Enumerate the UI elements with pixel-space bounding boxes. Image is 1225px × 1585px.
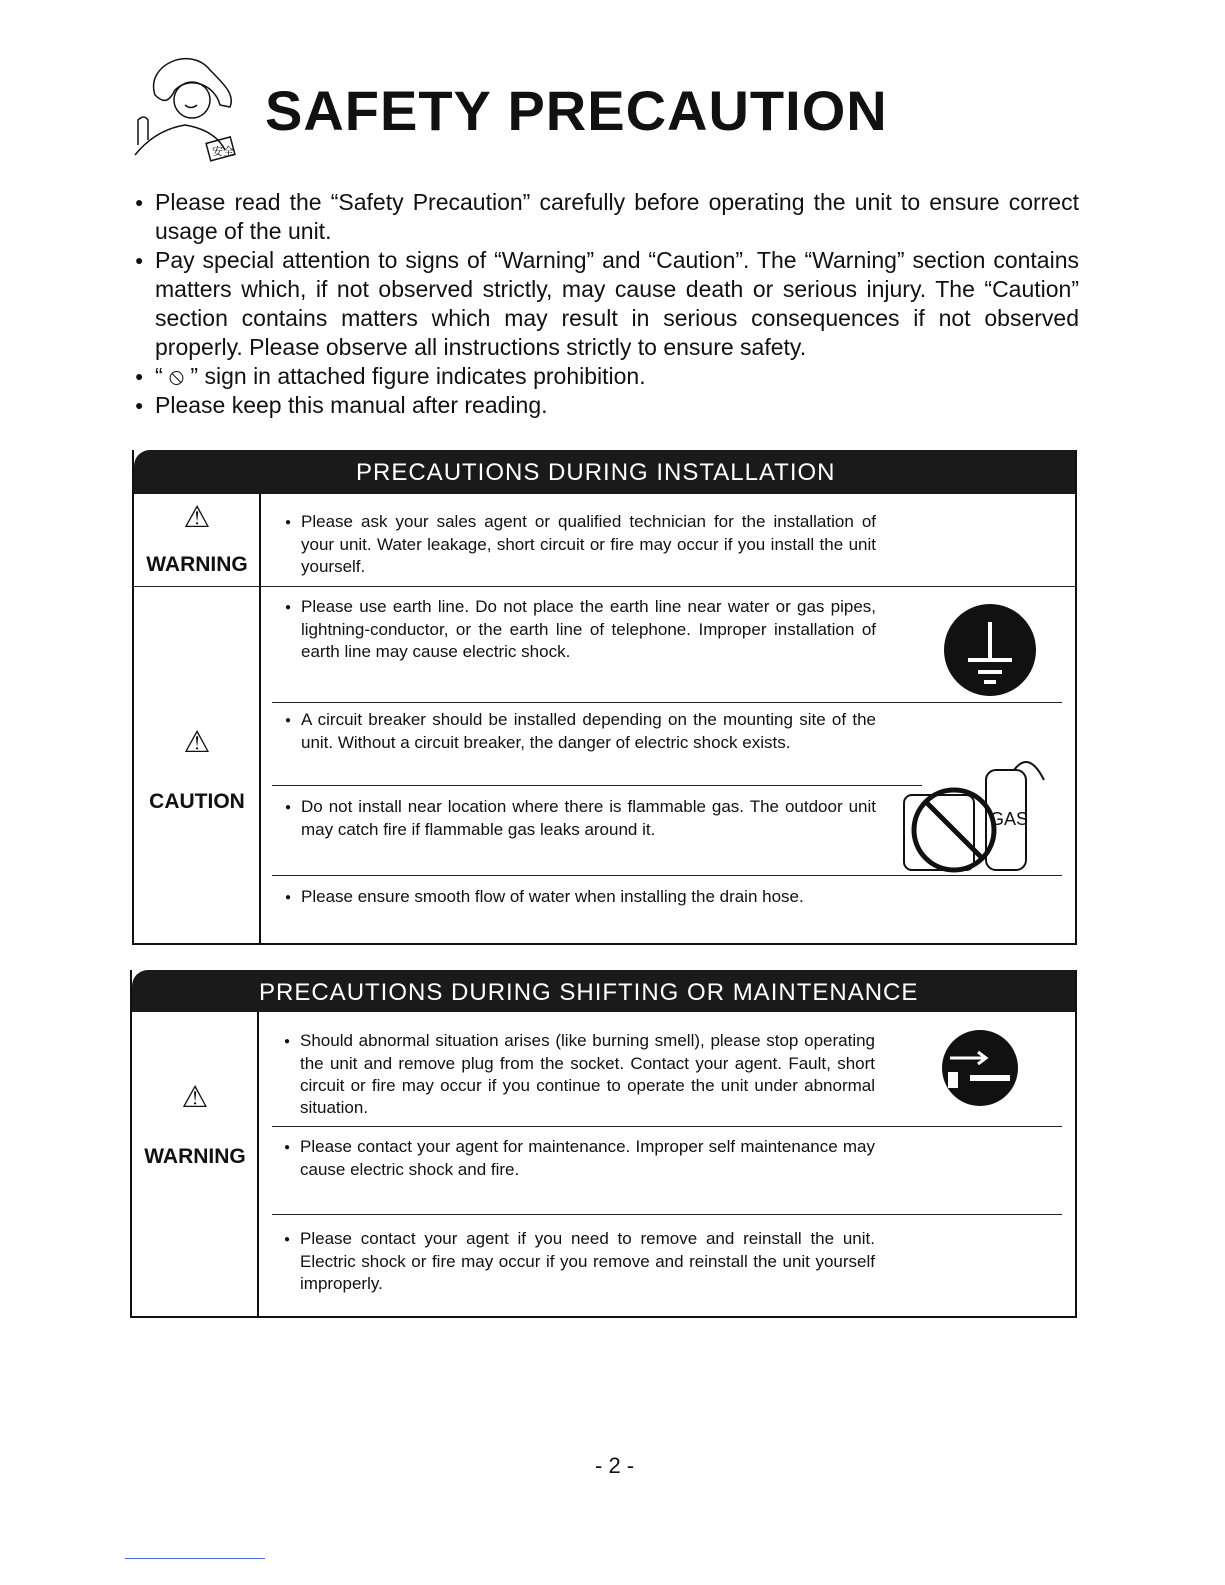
maintenance-header-text: PRECAUTIONS DURING SHIFTING OR MAINTENANCE (259, 979, 919, 1006)
caution-triangle-icon: ⚠ (183, 726, 211, 759)
intro-item: ● “ ⦸ ” sign in attached figure indicates prohibition. (135, 362, 1079, 391)
svg-text:GAS: GAS (990, 809, 1029, 829)
installation-table (132, 450, 1077, 945)
intro-item: ● Please read the “Safety Precaution” carefully before operating the unit to ensure correct usage of the unit. (135, 188, 1079, 246)
unplug-icon (940, 1028, 1020, 1108)
warning-item: ● Please contact your agent if you need to remove and reinstall the unit. Electric shock or fire may occur if you remove and reinstall the unit yourself improperly. (284, 1228, 875, 1295)
installation-header-text: PRECAUTIONS DURING INSTALLATION (356, 459, 836, 486)
caution-item: ● Please use earth line. Do not place the earth line near water or gas pipes, lightning-conductor, or the earth line of telephone. Improper installation of earth line may cause electric shock. (285, 596, 876, 663)
caution-item: ● A circuit breaker should be installed depending on the mounting site of the unit. Without a circuit breaker, the danger of electric shock exists. (285, 709, 876, 754)
intro-item: ● Pay special attention to signs of “Warning” and “Caution”. The “Warning” section contains matters which, if not observed strictly, may cause death or serious injury. The “Caution” section contains matters which may result in serious consequences if not observed properly. Please observe all instructions strictly to ensure safety. (135, 246, 1079, 362)
warning-triangle-icon: ⚠ (181, 1081, 209, 1114)
caution-label: CAUTION (149, 790, 245, 813)
warning-triangle-icon: ⚠ (183, 501, 211, 534)
maintenance-table (130, 970, 1077, 1318)
warning-item: ● Should abnormal situation arises (like burning smell), please stop operating the unit and remove plug from the socket. Contact your agent. Fault, short circuit or fire may occur if you continue to operate the unit under abnormal situation. (284, 1030, 875, 1119)
intro-item: ● Please keep this manual after reading. (135, 391, 1079, 420)
no-gas-prohibition-icon (874, 750, 1054, 885)
caution-item: ● Do not install near location where there is flammable gas. The outdoor unit may catch fire if flammable gas leaks around it. (285, 796, 876, 841)
page-number: - 2 - (595, 1453, 635, 1478)
page-title: SAFETY PRECAUTION (265, 79, 888, 142)
caution-item: ● Please ensure smooth flow of water when installing the drain hose. (285, 886, 921, 909)
intro-bullets (135, 188, 1079, 420)
maintenance-header (132, 970, 1075, 1012)
warning-label: WARNING (144, 1145, 246, 1168)
mascot-illustration (130, 45, 250, 175)
earth-ground-icon (942, 602, 1038, 698)
svg-text:安全: 安全 (212, 146, 234, 158)
footer-rule (125, 1558, 265, 1559)
warning-item: ● Please contact your agent for maintenance. Improper self maintenance may cause electric shock and fire. (284, 1136, 875, 1181)
warning-item: ● Please ask your sales agent or qualified technician for the installation of your unit. Water leakage, short circuit or fire may occur if you install the unit yourself. (285, 511, 876, 578)
installation-header (134, 450, 1075, 494)
warning-label: WARNING (146, 553, 248, 576)
